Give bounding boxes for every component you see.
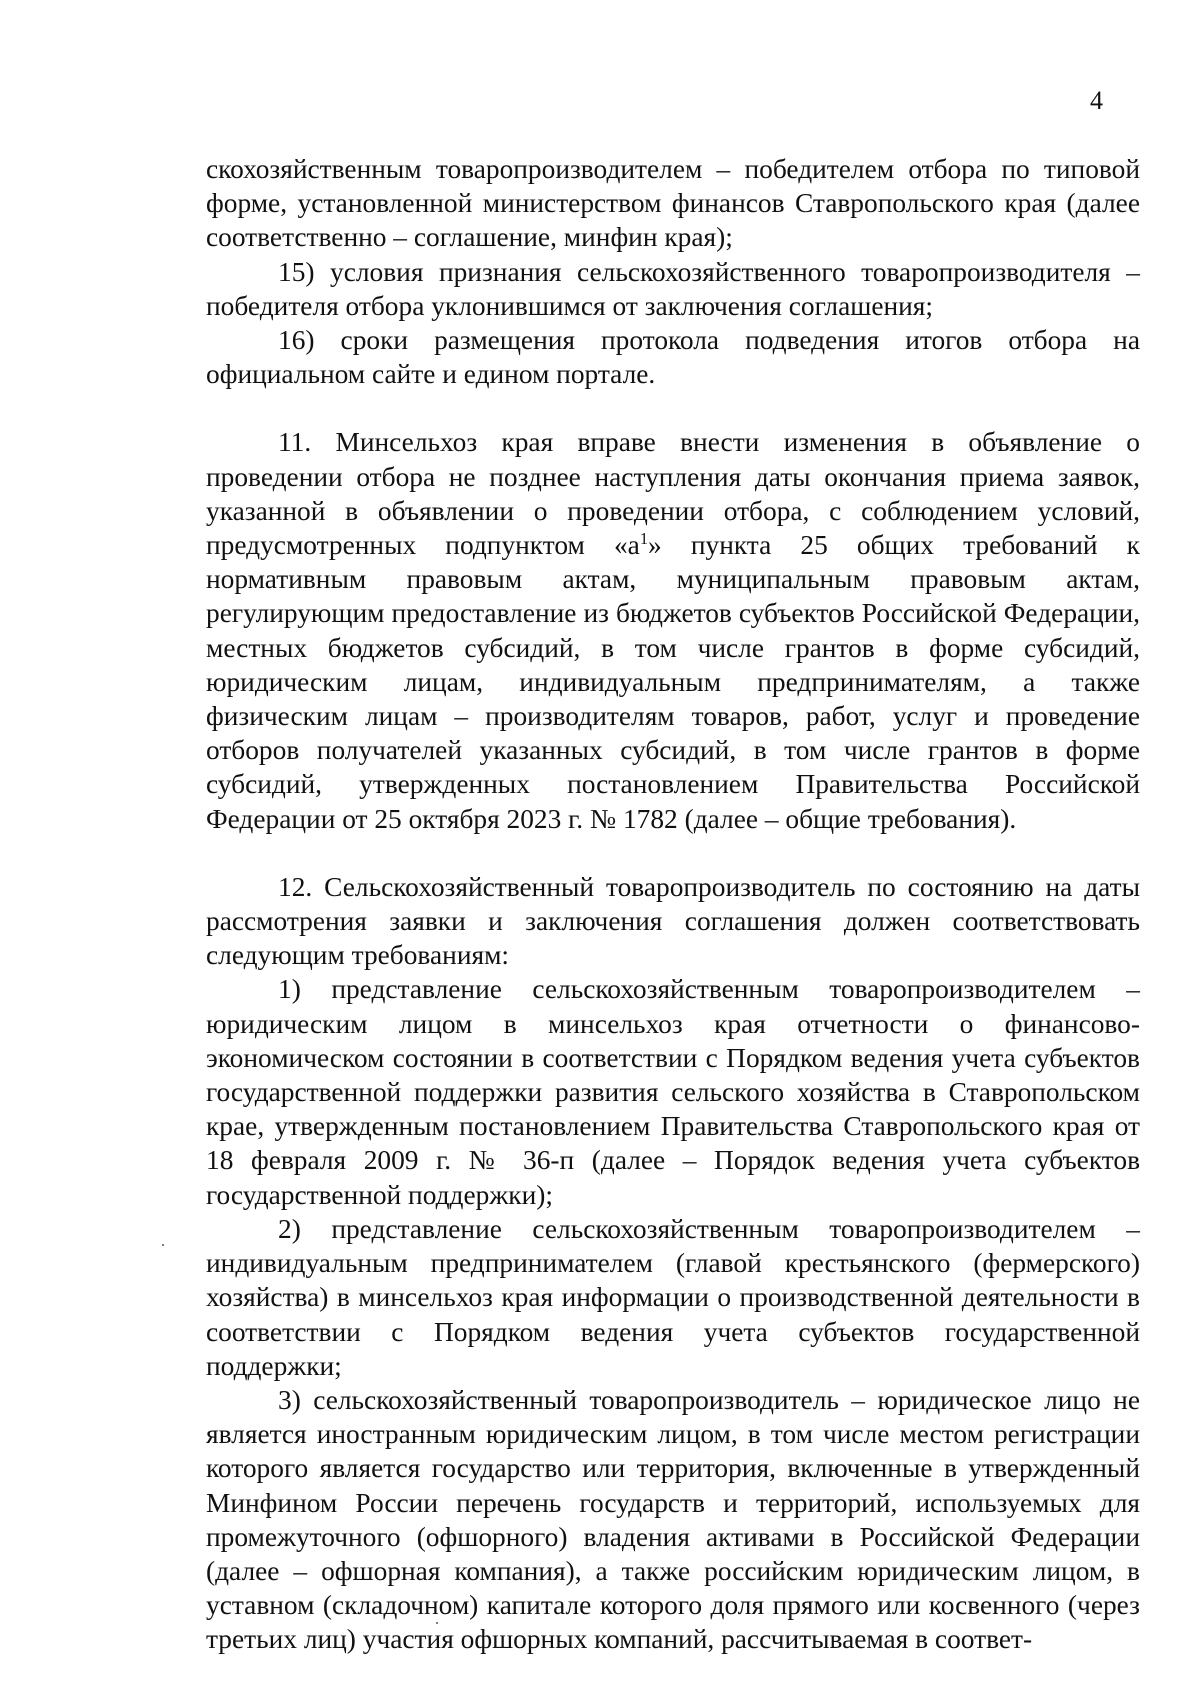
document-body	[206, 152, 1140, 1657]
clause-11-text-end: » пункта 25 общих требований к нормативным правовым актам, муниципальным правовым актам, регулирующим предоставление из бюджетов субъектов Российской Федерации, местных бюджетов субсидий, в том числе грантов в форме субсидий, юридическим лицам, индивидуальным предпринимателям, а также физическим лицам – производителям товаров, работ, услуг и проведение отборов получателей указанных субсидий, в том числе грантов в форме субсидий, утвержденных постановлением Правительства Российской Федерации от 25 октября 2023 г. № 1782 (далее – общие требования).	[206, 530, 1140, 834]
clause-11	[206, 425, 1140, 835]
scan-speck	[436, 1622, 438, 1624]
requirement-1: 1) представление сельскохозяйственным товаропроизводителем – юридическим лицом в минсельхоз края отчетности о финансово-экономическом состоянии в соответствии с Порядком ведения учета субъектов государственной поддержки развития сельского хозяйства в Ставропольском крае, утвержденным постановлением Правительства Ставропольского края от 18 февраля 2009 г. № 36-п (далее – Порядок ведения учета субъектов государственной поддержки);	[206, 974, 1140, 1210]
requirement-3: 3) сельскохозяйственный товаропроизводитель – юридическое лицо не является иностранным юридическим лицом, в том числе местом регистрации которого является государство или территория, включенные в утвержденный Минфином России перечень государств и территорий, используемых для промежуточного (офшорного) владения активами в Российской Федерации (далее – офшорная компания), а также российским юридическим лицом, в уставном (складочном) капитале которого доля прямого или косвенного (через третьих лиц) участия офшорных компаний, рассчитываемая в соответ-	[206, 1384, 1140, 1655]
requirement-2: 2) представление сельскохозяйственным товаропроизводителем – индивидуальным предпринимателем (главой крестьянского (фермерского) хозяйства) в минсельхоз края информации о производственной деятельности в соответствии с Порядком ведения учета субъектов государственной поддержки;	[206, 1213, 1140, 1381]
clause-11-superscript: 1	[639, 528, 649, 548]
clause-12: 12. Сельскохозяйственный товаропроизводитель по состоянию на даты рассмотрения заявки и заключения соглашения должен соответствовать следующим требованиям:	[206, 871, 1140, 971]
paragraph-continuation: скохозяйственным товаропроизводителем – победителем отбора по типовой форме, установленной министерством финансов Ставропольского края (далее соответственно – соглашение, минфин края);	[206, 154, 1140, 253]
scan-speck	[162, 1244, 164, 1246]
list-item-16: 16) сроки размещения протокола подведения итогов отбора на официальном сайте и едином портале.	[206, 325, 1140, 390]
list-item-15: 15) условия признания сельскохозяйственного товаропроизводителя – победителя отбора уклонившимся от заключения соглашения;	[206, 256, 1140, 321]
page-number: 4	[1090, 86, 1103, 115]
clause-11-text-start: 11. Минсельхоз края вправе внести изменения в объявление о проведении отбора не позднее наступления даты окончания приема заявок, указанной в объявлении о проведении отбора, с соблюдением условий, предусмотренных подпунктом «а	[206, 427, 1140, 561]
